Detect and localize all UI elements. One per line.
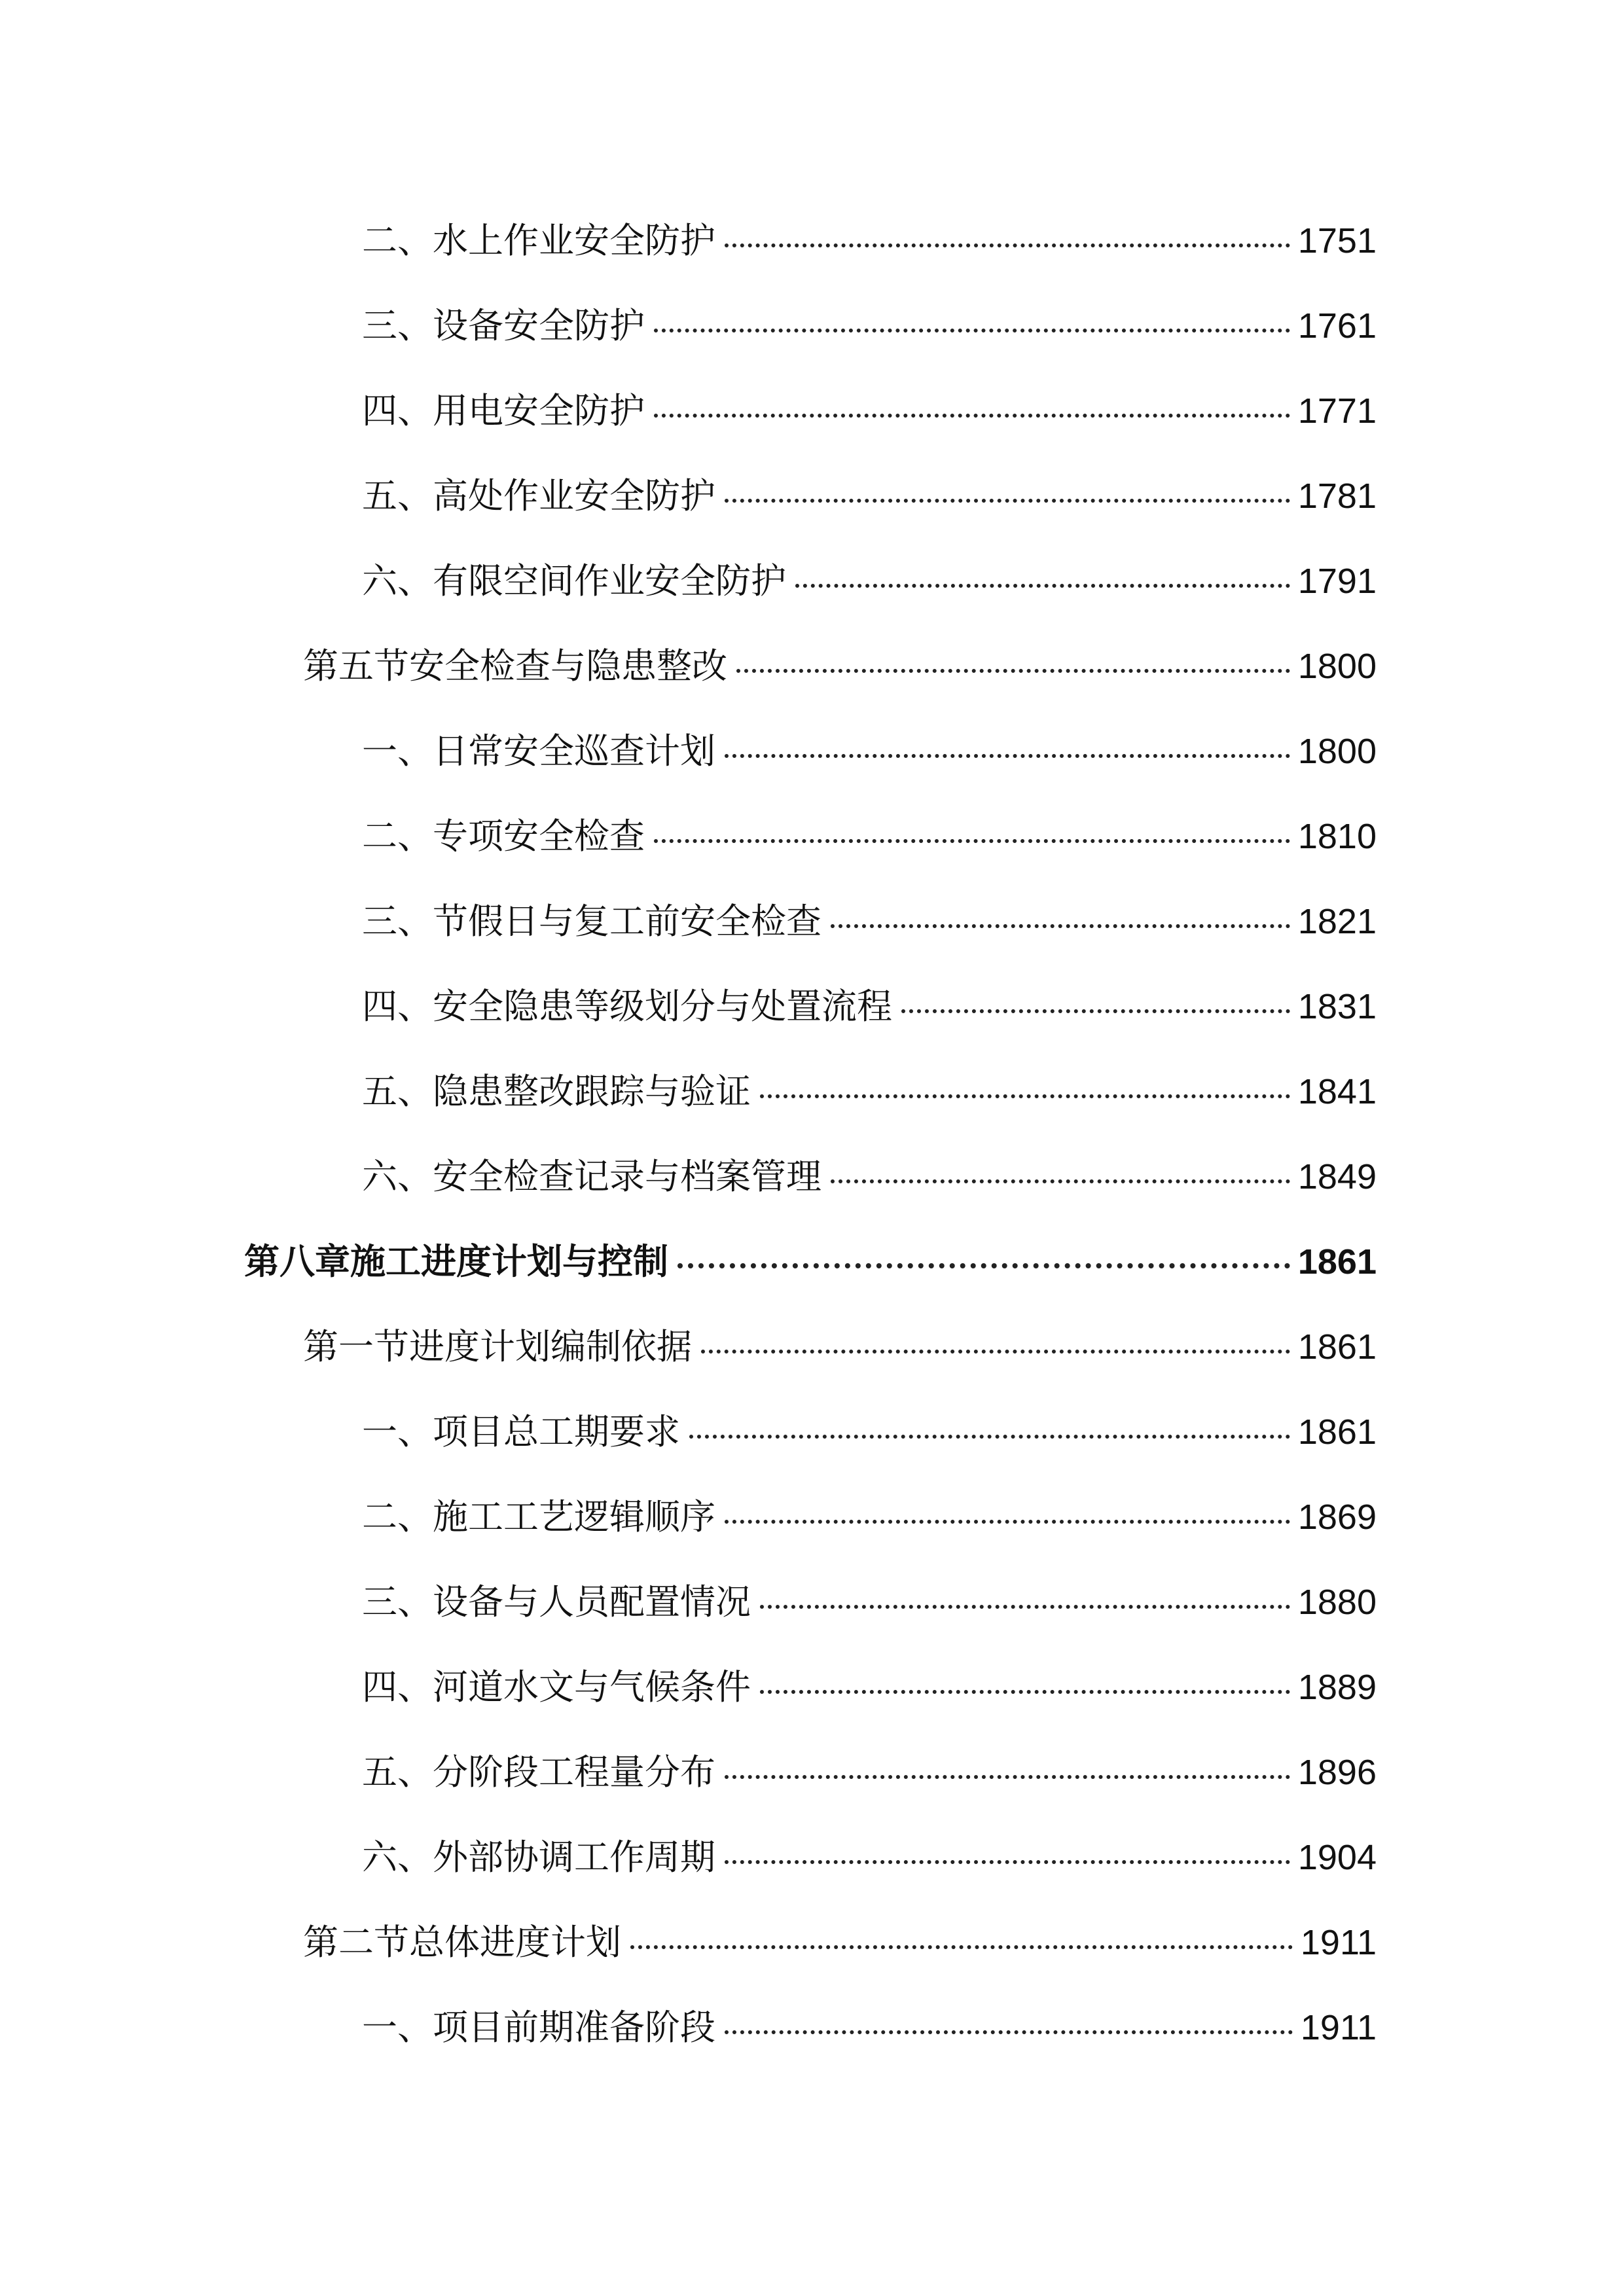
toc-entry-title: 二、水上作业安全防护 <box>362 220 715 261</box>
toc-dot-leader <box>831 924 1290 928</box>
toc-entry[interactable] <box>362 1406 1377 1458</box>
toc-page-number: 1911 <box>1300 2008 1377 2047</box>
toc-page-number: 1861 <box>1297 1242 1377 1282</box>
toc-dot-leader <box>760 1690 1290 1694</box>
toc-entry-title: 四、河道水文与气候条件 <box>362 1666 751 1708</box>
toc-page-number: 1841 <box>1297 1072 1377 1111</box>
toc-page-number: 1889 <box>1297 1668 1377 1707</box>
toc-dot-leader <box>725 1860 1290 1864</box>
toc-entry[interactable] <box>362 810 1377 863</box>
toc-dot-leader <box>630 1945 1293 1949</box>
toc-entry[interactable] <box>362 2001 1377 2054</box>
toc-page-number: 1751 <box>1297 221 1377 260</box>
toc-page-number: 1880 <box>1297 1583 1377 1622</box>
toc-entry[interactable] <box>362 1491 1377 1543</box>
toc-entry-title: 一、项目前期准备阶段 <box>362 2007 715 2048</box>
toc-dot-leader <box>725 499 1290 503</box>
toc-dot-leader <box>901 1009 1290 1013</box>
toc-entry[interactable] <box>362 895 1377 948</box>
toc-dot-leader <box>725 2030 1293 2034</box>
toc-entry-title: 第五节安全检查与隐患整改 <box>303 645 727 687</box>
toc-dot-leader <box>760 1094 1290 1098</box>
toc-dot-leader <box>654 329 1290 332</box>
toc-entry[interactable] <box>303 1916 1377 1969</box>
toc-page-number: 1821 <box>1297 902 1377 941</box>
toc-page-number: 1904 <box>1297 1838 1377 1877</box>
toc-entry[interactable] <box>362 1831 1377 1884</box>
toc-entry-title: 二、专项安全检查 <box>362 816 645 857</box>
toc-page-number: 1791 <box>1297 562 1377 601</box>
toc-entry[interactable] <box>303 1321 1377 1373</box>
toc-entry-title: 一、项目总工期要求 <box>362 1411 680 1452</box>
toc-entry-title: 三、设备与人员配置情况 <box>362 1581 751 1623</box>
toc-entry[interactable] <box>362 980 1377 1033</box>
toc-dot-leader <box>725 243 1290 247</box>
toc-dot-leader <box>725 1775 1290 1779</box>
toc-page-number: 1800 <box>1297 732 1377 771</box>
toc-page-number: 1849 <box>1297 1157 1377 1196</box>
toc-dot-leader <box>701 1350 1290 1354</box>
toc-entry-title: 第一节进度计划编制依据 <box>303 1326 692 1367</box>
toc-entry-title: 四、安全隐患等级划分与处置流程 <box>362 986 892 1027</box>
toc-entry[interactable] <box>362 1576 1377 1628</box>
toc-entry-title: 三、设备安全防护 <box>362 305 645 346</box>
toc-entry[interactable] <box>362 725 1377 778</box>
toc-page-number: 1810 <box>1297 817 1377 856</box>
toc-page-number: 1869 <box>1297 1498 1377 1537</box>
toc-dot-leader <box>689 1435 1290 1439</box>
toc-entry-title: 五、高处作业安全防护 <box>362 475 715 516</box>
toc-dot-leader <box>725 754 1290 758</box>
toc-entry-title: 四、用电安全防护 <box>362 390 645 431</box>
toc-entry-title: 一、日常安全巡查计划 <box>362 730 715 772</box>
toc-entry[interactable] <box>362 1151 1377 1203</box>
toc-dot-leader <box>654 839 1290 843</box>
toc-page-number: 1831 <box>1297 987 1377 1026</box>
toc-entry[interactable] <box>362 1661 1377 1713</box>
toc-entry-title: 六、安全检查记录与档案管理 <box>362 1156 821 1197</box>
toc-dot-leader <box>725 1520 1290 1524</box>
toc-entry[interactable] <box>362 300 1377 352</box>
toc-entry[interactable] <box>362 1066 1377 1118</box>
toc-entry[interactable] <box>303 640 1377 692</box>
toc-page-number: 1896 <box>1297 1753 1377 1792</box>
toc-dot-leader <box>760 1605 1290 1609</box>
toc-entry[interactable] <box>362 470 1377 522</box>
toc-entry-title: 三、节假日与复工前安全检查 <box>362 901 821 942</box>
toc-entry[interactable] <box>362 385 1377 437</box>
toc-entry-title: 五、隐患整改跟踪与验证 <box>362 1071 751 1112</box>
toc-page-number: 1761 <box>1297 306 1377 346</box>
toc-page-number: 1781 <box>1297 476 1377 516</box>
toc-page-number: 1771 <box>1297 391 1377 431</box>
toc-page-number: 1800 <box>1297 647 1377 686</box>
toc-entry[interactable] <box>362 1746 1377 1799</box>
toc-entry-title: 六、外部协调工作周期 <box>362 1837 715 1878</box>
toc-entry[interactable] <box>362 555 1377 607</box>
toc-page-number: 1861 <box>1297 1327 1377 1367</box>
toc-dot-leader <box>654 414 1290 418</box>
toc-entry[interactable] <box>244 1236 1377 1288</box>
toc-entry-title: 五、分阶段工程量分布 <box>362 1751 715 1793</box>
toc-entry-title: 第二节总体进度计划 <box>303 1922 621 1963</box>
toc-dot-leader <box>736 669 1290 673</box>
toc-entry[interactable] <box>362 215 1377 267</box>
toc-dot-leader <box>795 584 1290 588</box>
toc-entry-title: 二、施工工艺逻辑顺序 <box>362 1496 715 1537</box>
toc-dot-leader <box>831 1179 1290 1183</box>
toc-dot-leader <box>677 1263 1290 1268</box>
toc-entry-title: 第八章施工进度计划与控制 <box>244 1241 668 1282</box>
toc-entry-title: 六、有限空间作业安全防护 <box>362 560 786 601</box>
toc-page-number: 1861 <box>1297 1412 1377 1452</box>
toc-page-number: 1911 <box>1300 1923 1377 1962</box>
